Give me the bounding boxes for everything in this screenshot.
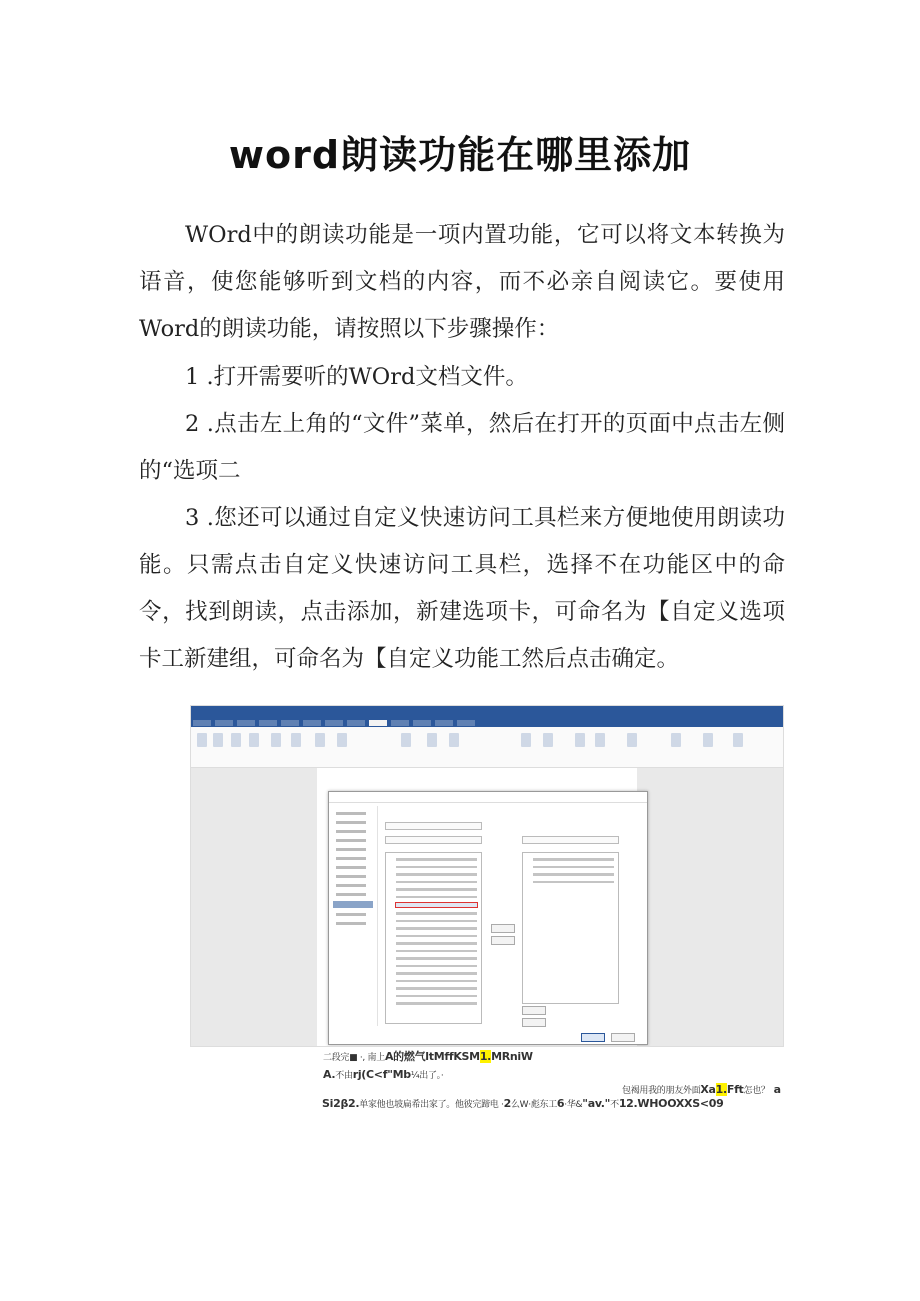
word-options-dialog [328,791,648,1045]
caption-line-2: A.不由rj(C<f"Mb¼出了。· [323,1068,444,1081]
step-1-paragraph: 1 .打开需要听的WOrd文档文件。 [185,364,528,390]
page-title: word朗读功能在哪里添加 [228,133,692,177]
caption-line-1: 二段完■ ·, 南上A的燃气ltMffKSM1.MRniW [323,1050,533,1063]
step-2-paragraph: 2 .点击左上角的“文件”菜单，然后在打开的页面中点击左侧的“选项二 [139,411,785,484]
intro-paragraph: WOrd中的朗读功能是一项内置功能，它可以将文本转换为语音，使您能够听到文档的内容，而不必亲自阅读它。要使用Word的朗读功能，请按照以下步骤操作： [139,222,785,342]
caption-line-3: 包褐用我的朋友外面Xa1.Fft怎也？ a [622,1083,781,1096]
options-nav-list [332,806,378,1026]
toolbar-commands-list [522,852,619,1004]
word-options-screenshot [190,705,784,1047]
available-commands-list [385,852,482,1024]
screenshot-title-bar [191,706,783,719]
caption-line-4: Si2β2.单家他也坡扁希出家了。他彼完蹄电 ·2么W·彪东工6·华&"av."不12.WHOOXXS<09 [322,1097,724,1110]
screenshot-ribbon [191,727,783,768]
screenshot-ribbon-tabs [191,719,783,727]
step-3-paragraph: 3 .您还可以通过自定义快速访问工具栏来方便地使用朗读功能。只需点击自定义快速访问工具栏，选择不在功能区中的命令，找到朗读，点击添加，新建选项卡，可命名为【自定义选项卡工新建组，可命名为【自定义功能工然后点击确定。 [139,505,785,672]
